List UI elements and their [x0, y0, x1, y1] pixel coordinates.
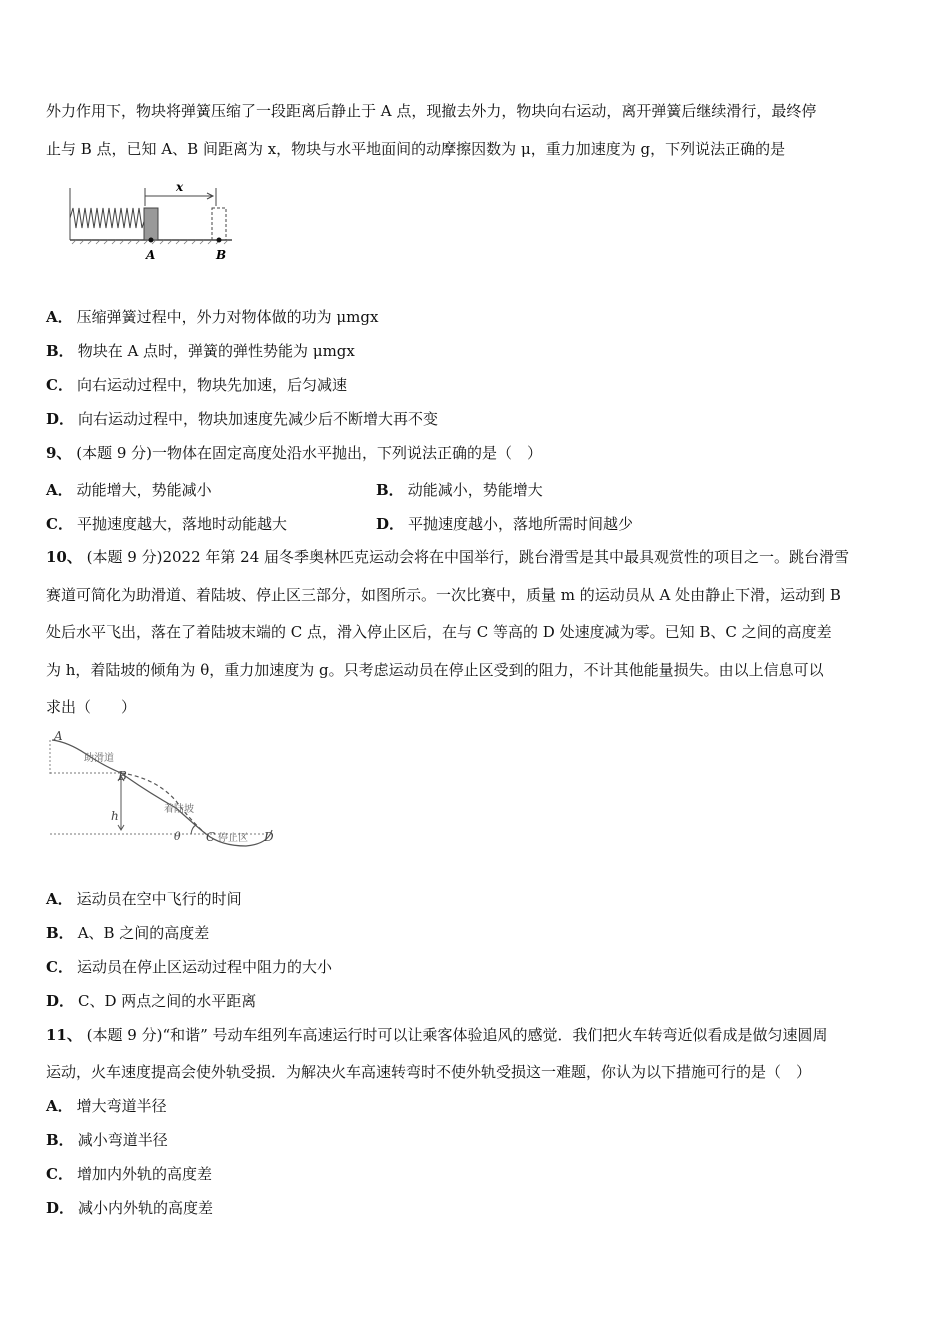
q10-option-b: B． A、B 之间的高度差	[46, 924, 210, 942]
q9-option-c: C． 平抛速度越大，落地时动能越大	[46, 515, 287, 533]
q9-options-row-1	[46, 479, 906, 499]
q10-option-c: C． 运动员在停止区运动过程中阻力的大小	[46, 958, 332, 976]
q10-option-d: D． C、D 两点之间的水平距离	[46, 992, 257, 1010]
q11-stem-line-1: 11、 (本题 9 分)“和谐” 号动车组列车高速运行时可以让乘客体验追风的感觉．我们把火车转弯近似看成是做匀速圆周	[46, 1026, 828, 1044]
label-b: B	[216, 248, 227, 262]
q8-stem-line-1: 外力作用下，物块将弹簧压缩了一段距离后静止于 A 点，现撤去外力，物块向右运动，离开弹簧后继续滑行，最终停	[46, 102, 817, 120]
q8-stem-line-2: 止与 B 点，已知 A、B 间距离为 x，物块与水平地面间的动摩擦因数为 μ，重力加速度为 g，下列说法正确的是	[46, 140, 786, 158]
q10-stem-line-1: 10、 (本题 9 分)2022 年第 24 届冬季奥林匹克运动会将在中国举行，跳台滑雪是其中最具观赏性的项目之一。跳台滑雪	[46, 548, 850, 566]
q8-option-a: A． 压缩弹簧过程中，外力对物体做的功为 μmgx	[46, 308, 379, 326]
point-a	[149, 238, 154, 243]
ski-jump-figure	[46, 726, 278, 856]
q11-option-d: D． 减小内外轨的高度差	[46, 1199, 214, 1217]
label-a: A	[54, 729, 63, 743]
q10-stem-line-4: 为 h，着陆坡的倾角为 θ，重力加速度为 g。只考虑运动员在停止区受到的阻力，不计其他能量损失。由以上信息可以	[46, 661, 824, 679]
zone-stop-label: 停止区	[218, 833, 248, 844]
label-a: A	[146, 248, 156, 262]
q9-option-b: B． 动能减小，势能增大	[376, 481, 543, 499]
q11-option-c: C． 增加内外轨的高度差	[46, 1165, 212, 1183]
q8-option-d: D． 向右运动过程中，物块加速度先减少后不断增大再不变	[46, 410, 439, 428]
label-d: D	[264, 830, 274, 844]
label-b: B	[118, 769, 127, 783]
zone-run-label: 助滑道	[84, 753, 114, 764]
q11-stem-line-2: 运动，火车速度提高会使外轨受损．为解决火车高速转弯时不使外轨受损这一难题，你认为以下措施可行的是（ ）	[46, 1063, 812, 1081]
q11-option-b: B． 减小弯道半径	[46, 1131, 168, 1149]
q9-options-row-2	[46, 513, 906, 533]
q8-option-c: C． 向右运动过程中，物块先加速，后匀减速	[46, 376, 347, 394]
zone-slope-label: 着陆坡	[164, 804, 194, 815]
q10-stem-line-3: 处后水平飞出，落在了着陆坡末端的 C 点，滑入停止区后，在与 C 等高的 D 处速度减为零。已知 B、C 之间的高度差	[46, 623, 832, 641]
label-h: h	[111, 809, 119, 823]
spring-block-figure	[66, 180, 236, 264]
q9-stem: 9、 (本题 9 分)一物体在固定高度处沿水平抛出，下列说法正确的是（ ）	[46, 444, 543, 462]
q10-stem-line-5: 求出（ ）	[46, 698, 137, 716]
label-c: C	[206, 830, 216, 844]
q9-option-d: D． 平抛速度越小，落地所需时间越少	[376, 515, 634, 533]
q8-option-b: B． 物块在 A 点时，弹簧的弹性势能为 μmgx	[46, 342, 355, 360]
q11-option-a: A． 增大弯道半径	[46, 1097, 167, 1115]
label-x: x	[176, 180, 184, 194]
q10-option-a: A． 运动员在空中飞行的时间	[46, 890, 242, 908]
label-theta: θ	[174, 830, 181, 843]
q9-option-a: A． 动能增大，势能减小	[46, 481, 212, 499]
q10-stem-line-2: 赛道可简化为助滑道、着陆坡、停止区三部分，如图所示。一次比赛中，质量 m 的运动员从 A 处由静止下滑，运动到 B	[46, 586, 841, 604]
point-b	[217, 238, 222, 243]
